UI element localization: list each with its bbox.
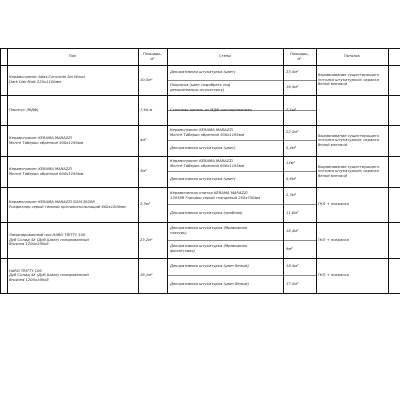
ceiling-material: Выравнивание существующего	[318, 164, 380, 169]
floor-material: Монте Тиберио обрезной 300х1195мм	[9, 140, 84, 145]
subrow-rule	[167, 204, 316, 205]
wall-area-value: 2,3м²	[286, 193, 297, 198]
ceiling-material: белой матовой	[318, 82, 347, 87]
wall-material: Монте Тиберио обрезной 300х1195мм	[170, 132, 245, 137]
wall-material: 13038R Городки серый глянцевый 250х750мм	[170, 195, 261, 200]
wall-material: Декоративная штукатурка (цвет)	[170, 145, 236, 150]
subrow-rule	[167, 240, 316, 241]
wall-material: Декоративная штукатурка (Мраморная	[170, 244, 248, 249]
row-rule	[0, 125, 400, 126]
subrow-rule	[167, 275, 316, 276]
header-floor: Пол	[68, 54, 77, 58]
ceiling-material: потолка штукатуркой; окраска	[318, 138, 379, 143]
subrow-rule	[167, 80, 316, 81]
floor-material: Ламинированный пол HARO TRITTY 100	[9, 233, 86, 238]
wall-area-value: 17,5м²	[286, 281, 299, 286]
row-rule	[0, 95, 400, 96]
wall-material: фиолетовая)	[170, 249, 195, 253]
wall-material: Керамогранит KERAMA MARAZZI	[170, 127, 233, 132]
wall-material: глазурь)	[170, 231, 187, 235]
floor-material: Dark Oak Matt 225х1100мм	[9, 80, 62, 84]
floor-material: Монте Тиберио обрезной 600х1195мм	[9, 171, 84, 176]
wall-area-value: 5,6м²	[286, 176, 297, 181]
floor-material: Керамогранит KERAMA MARAZZI	[9, 166, 72, 171]
header-walls: Стены	[218, 54, 231, 58]
ceiling-material: белой матовой	[318, 173, 347, 178]
floor-area-value: 23,2м²	[140, 237, 153, 242]
floor-material: Керамогранит KERAMA MARAZZI SG913620R	[9, 199, 95, 204]
subrow-rule	[167, 171, 316, 172]
wall-material: Декоративная штукатурка (пробная)	[170, 210, 243, 215]
wall-material: Монте Тиберио обрезной 600х1195мм	[170, 163, 245, 168]
wall-material: Декоративная штукатурка (цвет белый)	[170, 264, 249, 269]
header-bottom-rule	[0, 65, 400, 66]
floor-area-value: 4м²	[140, 138, 147, 143]
ceiling-material: ГКЛ + покраска	[318, 237, 349, 242]
wall-area-value: 16,4м²	[286, 85, 299, 90]
header-area2: м²	[297, 56, 302, 61]
wall-material: Декоративная штукатурка (цвет)	[170, 70, 236, 75]
column-rule	[138, 48, 139, 293]
floor-material: Керамогранит Atlas Concorde Axi Wood	[9, 75, 85, 80]
wall-material: декоративную штукатурку)	[170, 87, 225, 92]
column-rule	[0, 48, 1, 293]
wall-area-value: 9м²	[286, 246, 293, 251]
header-area2: Площадь,	[290, 52, 309, 56]
wall-area-value: 14м²	[286, 161, 295, 166]
floor-area-value: 3м²	[140, 169, 147, 174]
wall-area-value: 23,5м²	[286, 70, 299, 75]
wall-material: Керамогранит KERAMA MARAZZI	[170, 158, 233, 163]
floor-material: Дуб Солид 4Х (Дуб Шале) полированный	[9, 237, 89, 242]
floor-area-value: 10,5м²	[140, 77, 153, 82]
floor-material: Brushed 1200х190х8	[9, 277, 49, 282]
wall-area-value: 7,1м²	[286, 107, 297, 112]
header-area: Площадь,	[143, 52, 162, 56]
floor-material: Дуб Солид 4Х (Дуб Шале) полированный	[9, 273, 89, 278]
floor-area-value: 7,6п.м	[140, 107, 153, 112]
column-rule	[283, 48, 284, 293]
wall-area-value: 22,5м²	[286, 130, 299, 135]
floor-material: Керамогранит KERAMA MARAZZI	[9, 135, 72, 140]
floor-material: HARO TRITTY 100	[9, 268, 42, 273]
wall-material: Декоративная штукатурка (цвет)	[170, 176, 236, 181]
ceiling-material: Выравнивание существующего	[318, 133, 380, 138]
ceiling-material: потолка штукатуркой; окраска	[318, 77, 379, 82]
wall-area-value: 18,4м²	[286, 228, 299, 233]
wall-material: Стеновая панель из МДФ шпонированная	[170, 107, 252, 112]
floor-material: Рокфеллер серый тёмный противоскользящий 600х1200мм	[9, 204, 126, 209]
column-rule	[167, 48, 168, 293]
row-rule	[0, 187, 400, 188]
ceiling-material: ГКЛ + покраска	[318, 202, 349, 207]
wall-area-value: 5,4м²	[286, 145, 297, 150]
ceiling-material: Выравнивание существующего	[318, 73, 380, 78]
header-area: м²	[150, 56, 155, 61]
ceiling-material: ГКЛ + покраска	[318, 273, 349, 278]
column-rule	[388, 48, 389, 293]
header-ceiling: Потолок	[344, 54, 360, 58]
column-rule	[7, 48, 8, 293]
wall-area-value: 11,6м²	[286, 210, 299, 215]
wall-material: Покраска (цвет подобрать под	[170, 82, 231, 87]
column-rule	[316, 48, 317, 293]
row-rule	[0, 258, 400, 259]
row-rule	[0, 222, 400, 223]
row-rule	[0, 156, 400, 157]
floor-material: Brushed 1200х190х8	[9, 242, 49, 247]
wall-material: Керамическая плитка KERAMA MARAZZI	[170, 190, 248, 195]
wall-material: Декоративная штукатурка (цвет белый)	[170, 281, 249, 286]
floor-material: Плинтус (МДФ)	[9, 107, 39, 112]
row-rule	[0, 293, 400, 294]
wall-material: Декоративная штукатурка (Мраморная	[170, 226, 248, 231]
floor-area-value: 16,1м²	[140, 273, 153, 278]
ceiling-material: потолка штукатуркой; окраска	[318, 169, 379, 174]
wall-area-value: 18,4м²	[286, 264, 299, 269]
header-top-rule	[0, 48, 400, 49]
floor-area-value: 2,3м²	[140, 202, 151, 207]
ceiling-material: белой матовой	[318, 142, 347, 147]
subrow-rule	[167, 140, 316, 141]
